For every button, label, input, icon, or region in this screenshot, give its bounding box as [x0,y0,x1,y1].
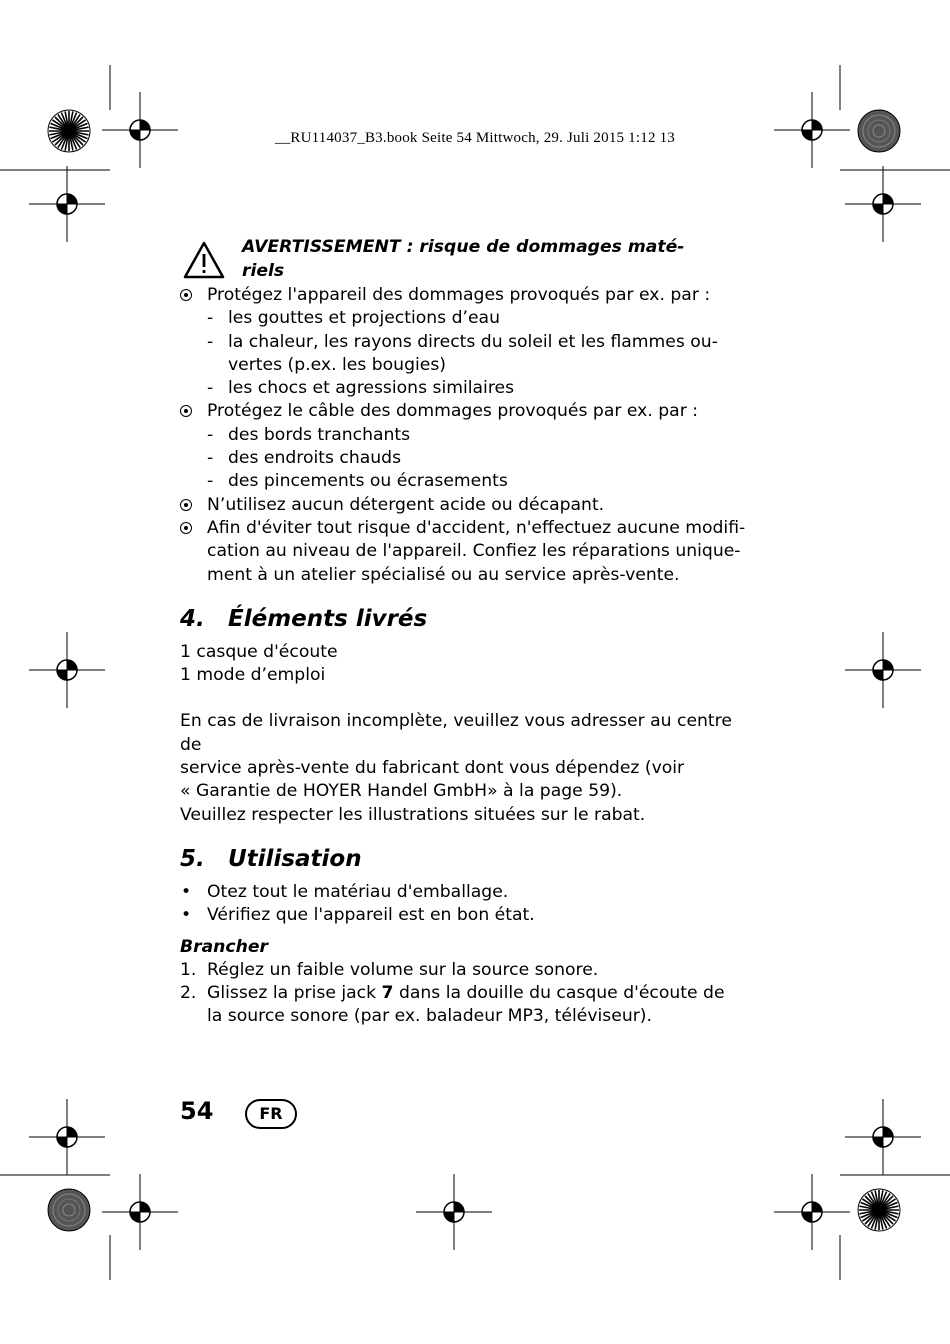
page-content [180,236,750,1029]
list-item: • Otez tout le matériau d'emballage. [181,881,509,902]
subheading-brancher: Brancher [180,936,268,957]
warning-block [180,236,750,284]
warning-bullet: Afin d'éviter tout risque d'accident, n'effectuez aucune modifi- cation au niveau de l'appareil. Confiez les réparations unique- ment à un atelier spécialisé ou au service après-vente. [180,517,750,587]
delivered-item: 1 mode d’emploi [180,665,326,686]
dash-item: - des endroits chauds [207,448,402,469]
dash-item: - la chaleur, les rayons directs du soleil et les flammes ou- vertes (p.ex. les bougies) [207,331,718,375]
warning-triangle-icon [182,240,226,280]
target-bullet-icon [180,499,192,511]
target-bullet-icon [180,522,192,534]
file-header: __RU114037_B3.book Seite 54 Mittwoch, 29. Juli 2015 1:12 13 [275,130,675,146]
language-badge: FR [245,1099,297,1129]
page-number: 54 [180,1097,214,1125]
list-item: • Vérifiez que l'appareil est en bon état. [181,905,535,926]
warning-title: AVERTISSEMENT : risque de dommages maté- riels [242,237,685,281]
delivered-item: 1 casque d'écoute [180,641,338,662]
dash-item: - les gouttes et projections d’eau [207,308,500,329]
warning-bullet: Protégez le câble des dommages provoqués par ex. par : [180,400,750,423]
dash-item: - des pincements ou écrasements [207,471,508,492]
warning-bullet: Protégez l'appareil des dommages provoqués par ex. par : [180,284,750,307]
step-item: 1. Réglez un faible volume sur la source sonore. [180,959,599,980]
section-heading-5: 5. Utilisation [180,845,362,872]
target-bullet-icon [180,289,192,301]
section-heading-4: 4. Éléments livrés [180,605,428,632]
step-item: 2. Glissez la prise jack 7 dans la douille du casque d'écoute de la source sonore (par ex. baladeur MP3, téléviseur). [180,983,725,1027]
dash-item: - des bords tranchants [207,424,411,445]
warning-bullet: N’utilisez aucun détergent acide ou décapant. [180,494,750,517]
incomplete-delivery-paragraph: En cas de livraison incomplète, veuillez vous adresser au centre de service après-vente du fabricant dont vous dépendez (voir « Garantie de HOYER Handel GmbH» à la page 59). Veuillez respecter les illustrations situées sur le rabat. [180,711,732,825]
dash-item: - les chocs et agressions similaires [207,378,515,399]
target-bullet-icon [180,405,192,417]
